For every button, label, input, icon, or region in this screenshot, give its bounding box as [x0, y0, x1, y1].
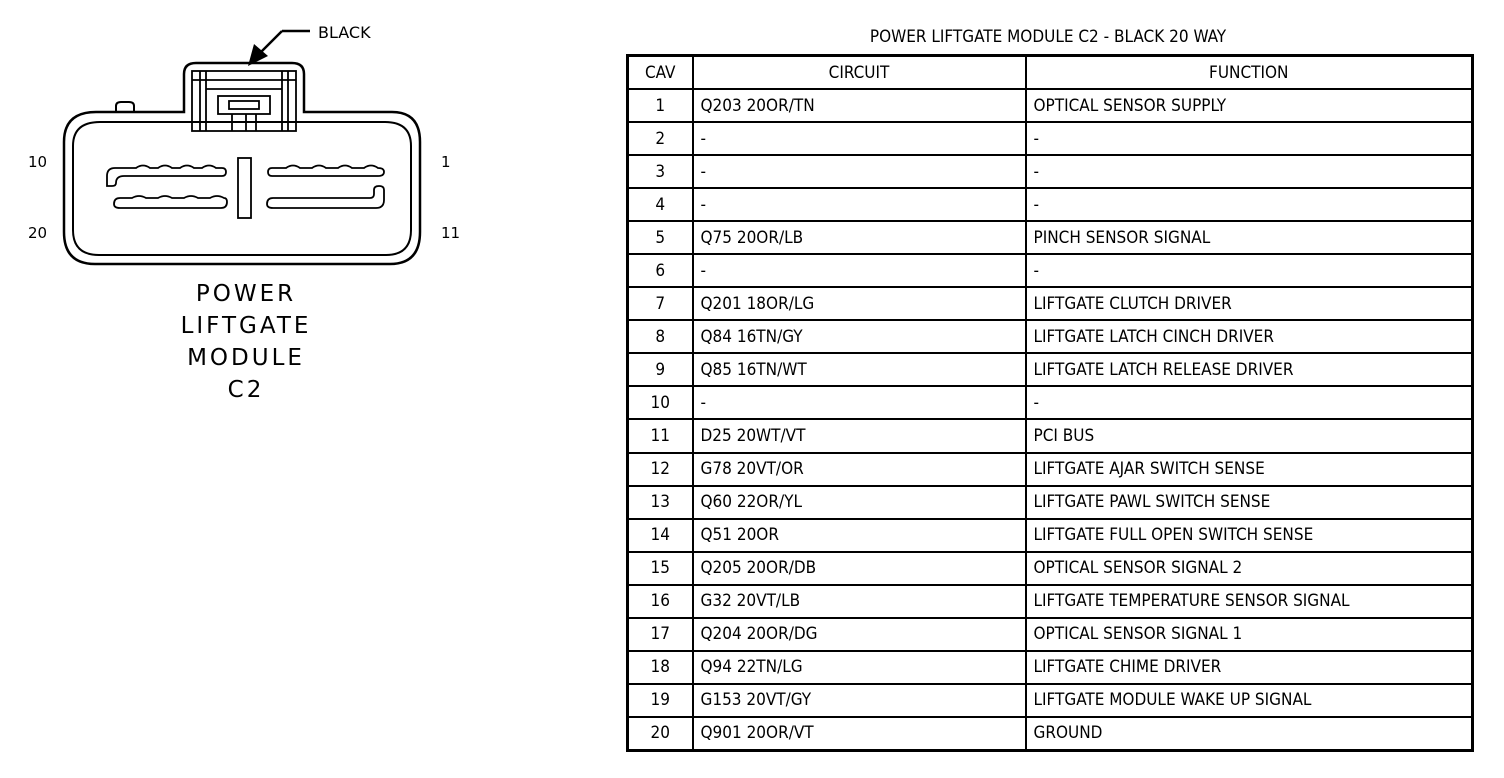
cell-circuit: -: [693, 254, 1026, 287]
table-row: [628, 386, 1473, 419]
table-row: [628, 353, 1473, 386]
table-row: [628, 618, 1473, 651]
column-header-function: FUNCTION: [1026, 56, 1473, 90]
cell-cav: 14: [628, 519, 693, 552]
cell-function: -: [1026, 254, 1473, 287]
cell-cav: 5: [628, 221, 693, 254]
cell-function: LIFTGATE LATCH CINCH DRIVER: [1026, 320, 1473, 353]
cell-function: OPTICAL SENSOR SIGNAL 2: [1026, 552, 1473, 585]
cell-function: -: [1026, 122, 1473, 155]
table-row: [628, 453, 1473, 486]
connector-caption-line-2: LIFTGATE: [180, 313, 312, 339]
cell-cav: 20: [628, 717, 693, 751]
table-title: POWER LIFTGATE MODULE C2 - BLACK 20 WAY: [869, 27, 1227, 47]
table-row: [628, 89, 1473, 122]
table-header-row: [628, 56, 1473, 90]
callout-arrow: [248, 31, 310, 66]
cell-cav: 6: [628, 254, 693, 287]
cavity-row-lower-left: [114, 196, 227, 208]
column-header-cav: CAV: [628, 56, 693, 90]
cell-function: LIFTGATE AJAR SWITCH SENSE: [1026, 453, 1473, 486]
cell-circuit: Q901 20OR/VT: [693, 717, 1026, 751]
table-row: [628, 320, 1473, 353]
connector-caption-line-1: POWER: [195, 281, 297, 307]
cell-function: LIFTGATE MODULE WAKE UP SIGNAL: [1026, 684, 1473, 717]
pinout-table: [626, 54, 1474, 752]
cell-cav: 10: [628, 386, 693, 419]
table-row: [628, 287, 1473, 320]
cell-cav: 1: [628, 89, 693, 122]
cavity-row-lower-right: [267, 186, 384, 208]
cell-circuit: -: [693, 188, 1026, 221]
cell-function: OPTICAL SENSOR SUPPLY: [1026, 89, 1473, 122]
cell-cav: 8: [628, 320, 693, 353]
cell-cav: 16: [628, 585, 693, 618]
cell-circuit: D25 20WT/VT: [693, 419, 1026, 452]
table-row: [628, 155, 1473, 188]
cell-function: -: [1026, 188, 1473, 221]
table-row: [628, 651, 1473, 684]
cell-function: LIFTGATE CLUTCH DRIVER: [1026, 287, 1473, 320]
column-header-circuit: CIRCUIT: [693, 56, 1026, 90]
pin-label-top-right: 1: [441, 153, 451, 171]
cell-cav: 15: [628, 552, 693, 585]
connector-color-label: BLACK: [318, 23, 371, 42]
table-row: [628, 585, 1473, 618]
cell-circuit: Q201 18OR/LG: [693, 287, 1026, 320]
table-row: [628, 684, 1473, 717]
cell-cav: 17: [628, 618, 693, 651]
cell-circuit: Q94 22TN/LG: [693, 651, 1026, 684]
connector-inner-ring: [73, 122, 411, 255]
cell-circuit: Q75 20OR/LB: [693, 221, 1026, 254]
connector-housing: [64, 63, 420, 264]
cell-function: LIFTGATE TEMPERATURE SENSOR SIGNAL: [1026, 585, 1473, 618]
cell-function: -: [1026, 155, 1473, 188]
table-row: [628, 717, 1473, 751]
cavity-row-upper-left: [107, 166, 226, 187]
cell-function: -: [1026, 386, 1473, 419]
cell-cav: 9: [628, 353, 693, 386]
housing-notch: [116, 102, 134, 112]
table-row: [628, 122, 1473, 155]
cell-function: PINCH SENSOR SIGNAL: [1026, 221, 1473, 254]
connector-caption-line-4: C2: [227, 377, 265, 403]
table-body: [628, 89, 1473, 751]
cell-circuit: -: [693, 122, 1026, 155]
cell-circuit: Q205 20OR/DB: [693, 552, 1026, 585]
table-row: [628, 552, 1473, 585]
cell-function: GROUND: [1026, 717, 1473, 751]
cell-function: OPTICAL SENSOR SIGNAL 1: [1026, 618, 1473, 651]
cell-circuit: Q204 20OR/DG: [693, 618, 1026, 651]
cell-circuit: Q84 16TN/GY: [693, 320, 1026, 353]
cell-cav: 13: [628, 486, 693, 519]
cell-cav: 18: [628, 651, 693, 684]
table-row: [628, 221, 1473, 254]
cell-function: LIFTGATE CHIME DRIVER: [1026, 651, 1473, 684]
cell-function: LIFTGATE LATCH RELEASE DRIVER: [1026, 353, 1473, 386]
cell-function: PCI BUS: [1026, 419, 1473, 452]
table-row: [628, 519, 1473, 552]
cell-cav: 11: [628, 419, 693, 452]
table-row: [628, 419, 1473, 452]
cell-circuit: Q85 16TN/WT: [693, 353, 1026, 386]
cell-circuit: Q60 22OR/YL: [693, 486, 1026, 519]
cell-circuit: Q51 20OR: [693, 519, 1026, 552]
cell-circuit: G32 20VT/LB: [693, 585, 1026, 618]
cell-cav: 4: [628, 188, 693, 221]
cell-circuit: G153 20VT/GY: [693, 684, 1026, 717]
pin-label-top-left: 10: [28, 153, 48, 171]
table-row: [628, 188, 1473, 221]
pin-label-bottom-right: 11: [441, 224, 461, 242]
table-row: [628, 254, 1473, 287]
cell-cav: 19: [628, 684, 693, 717]
cell-circuit: -: [693, 386, 1026, 419]
polarizing-key: [238, 158, 251, 218]
cell-cav: 3: [628, 155, 693, 188]
cell-cav: 2: [628, 122, 693, 155]
cell-function: LIFTGATE PAWL SWITCH SENSE: [1026, 486, 1473, 519]
cavity-row-upper-right: [268, 166, 384, 177]
cell-circuit: -: [693, 155, 1026, 188]
connector-caption-line-3: MODULE: [187, 345, 305, 371]
cell-circuit: G78 20VT/OR: [693, 453, 1026, 486]
cell-cav: 12: [628, 453, 693, 486]
cell-cav: 7: [628, 287, 693, 320]
cell-function: LIFTGATE FULL OPEN SWITCH SENSE: [1026, 519, 1473, 552]
pin-label-bottom-left: 20: [28, 224, 48, 242]
table-row: [628, 486, 1473, 519]
cell-circuit: Q203 20OR/TN: [693, 89, 1026, 122]
